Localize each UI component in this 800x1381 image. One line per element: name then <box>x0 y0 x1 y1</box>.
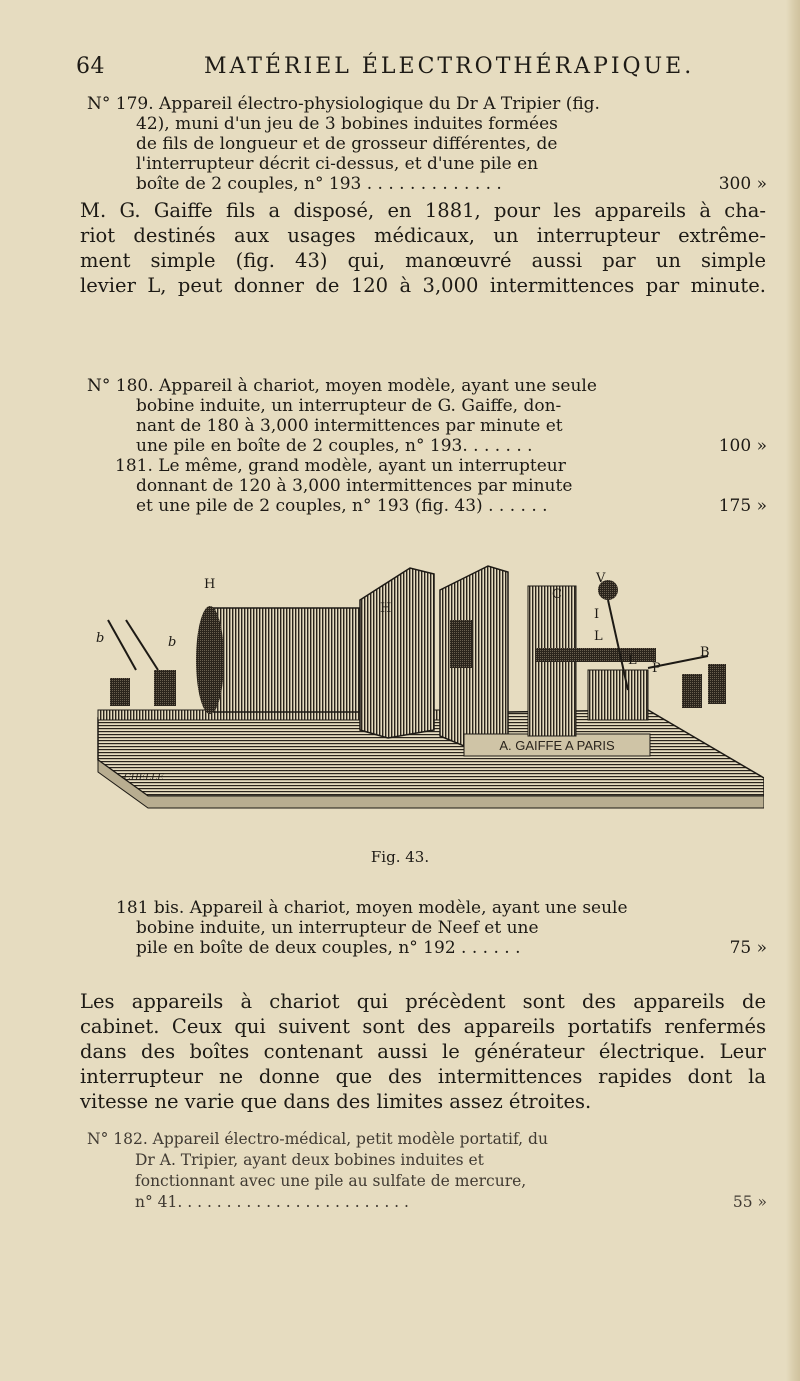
entry-line-text: et une pile de 2 couples, n° 193 (fig. 43) . . . . . . <box>136 496 548 516</box>
entry-line <box>116 938 767 958</box>
entry-line: N° 182. Appareil électro-médical, petit modèle portatif, du <box>87 1130 548 1148</box>
engraver-signature: CHELLE <box>124 773 164 783</box>
entry-line-text: boîte de 2 couples, n° 193 . . . . . . . . . . . . . <box>136 174 502 194</box>
figure-43-engraving <box>88 560 764 820</box>
figure-label-P: P <box>652 661 661 676</box>
paragraph-line: ment simple (fig. 43) qui, manœuvré aussi par un simple <box>80 249 766 272</box>
price: 100 » <box>718 436 767 456</box>
entry-line-text: pile en boîte de deux couples, n° 192 . . . . . . <box>136 938 521 958</box>
figure-label-I: I <box>594 607 600 622</box>
price: 75 » <box>729 938 767 958</box>
entry-line: donnant de 120 à 3,000 intermittences par minute <box>136 476 573 496</box>
catalog-entry-181bis <box>116 898 767 958</box>
page-edge <box>786 0 800 1381</box>
entry-line: N° 180. Appareil à chariot, moyen modèle, ayant une seule <box>87 376 597 396</box>
paragraph-line: dans des boîtes contenant aussi le générateur électrique. Leur <box>80 1040 766 1063</box>
catalog-entry-180 <box>87 376 767 456</box>
entry-line: bobine induite, un interrupteur de Neef et une <box>136 918 539 938</box>
catalog-entry-182 <box>87 1129 767 1213</box>
entry-line: 181 bis. Appareil à chariot, moyen modèle, ayant une seule <box>116 898 628 918</box>
entry-line <box>87 496 767 516</box>
entry-line: nant de 180 à 3,000 intermittences par minute et <box>136 416 563 436</box>
paragraph-line: vitesse ne varie que dans des limites assez étroites. <box>80 1090 592 1113</box>
entry-line: l'interrupteur décrit ci-dessus, et d'une pile en <box>136 154 539 174</box>
page-header <box>76 48 766 84</box>
entry-line: fonctionnant avec une pile au sulfate de mercure, <box>135 1172 527 1190</box>
figure-label-B: B <box>700 645 710 660</box>
paragraph-line: riot destinés aux usages médicaux, un interrupteur extrême- <box>80 224 766 247</box>
paragraph-line: levier L, peut donner de 120 à 3,000 intermittences par minute. <box>80 274 766 297</box>
catalog-entry-179 <box>87 94 767 194</box>
figure-label-H: H <box>204 577 216 592</box>
figure-caption: Fig. 43. <box>370 848 430 866</box>
figure-label-V: V <box>596 571 606 586</box>
figure-label-H: H <box>380 601 392 616</box>
price: 175 » <box>718 496 767 516</box>
figure-label-L: L <box>628 653 637 668</box>
entry-line: N° 179. Appareil électro-physiologique du Dr A Tripier (fig. <box>87 94 600 114</box>
running-title: MATÉRIEL ÉLECTROTHÉRAPIQUE. <box>204 54 695 79</box>
paragraph-line: Les appareils à chariot qui précèdent sont des appareils de <box>80 990 766 1013</box>
catalog-entry-181 <box>87 456 767 516</box>
body-paragraph <box>80 989 766 1114</box>
maker-plate-text: A. GAIFFE A PARIS <box>499 738 615 753</box>
entry-line <box>87 436 767 456</box>
entry-line: 42), muni d'un jeu de 3 bobines induites formées <box>136 114 558 134</box>
body-paragraph <box>80 198 766 298</box>
paragraph-line: interrupteur ne donne que des intermittences rapides dont la <box>80 1065 766 1088</box>
figure-label-L: L <box>594 629 603 644</box>
entry-line: Dr A. Tripier, ayant deux bobines induites et <box>135 1151 484 1169</box>
entry-line-text: n° 41. . . . . . . . . . . . . . . . . . . . . . . . <box>135 1193 409 1211</box>
price: 300 » <box>718 174 767 194</box>
entry-line <box>87 1192 767 1213</box>
figure-label-b: b <box>96 631 105 646</box>
paragraph-line: M. G. Gaiffe fils a disposé, en 1881, pour les appareils à cha- <box>80 199 766 222</box>
entry-line: bobine induite, un interrupteur de G. Gaiffe, don- <box>136 396 562 416</box>
entry-line: de fils de longueur et de grosseur différentes, de <box>136 134 558 154</box>
entry-line: 181. Le même, grand modèle, ayant un interrupteur <box>115 456 566 476</box>
induction-apparatus-illustration <box>88 560 764 820</box>
paragraph-line: cabinet. Ceux qui suivent sont des appareils portatifs renfermés <box>80 1015 766 1038</box>
entry-line <box>87 174 767 194</box>
price: 55 » <box>732 1193 767 1211</box>
figure-label-b: b <box>168 635 177 650</box>
figure-label-C: C <box>552 587 562 602</box>
page-number: 64 <box>76 54 105 79</box>
entry-line-text: une pile en boîte de 2 couples, n° 193. . . . . . . <box>136 436 533 456</box>
